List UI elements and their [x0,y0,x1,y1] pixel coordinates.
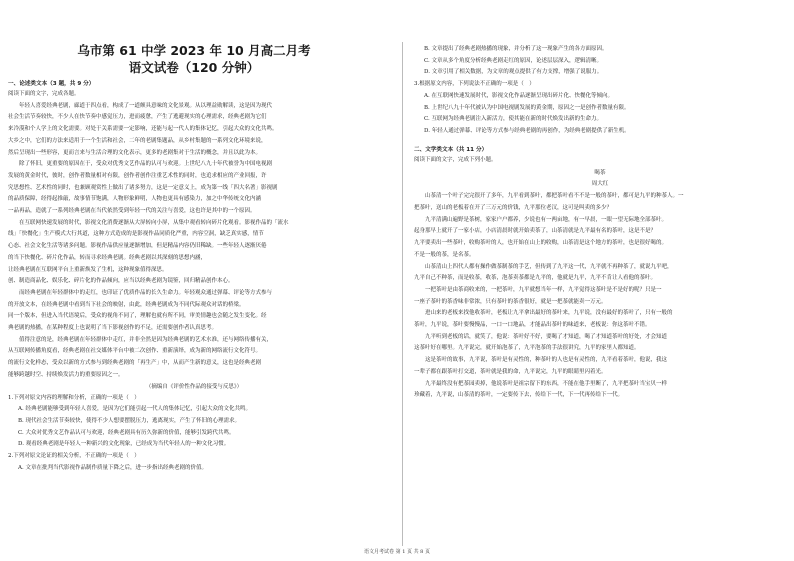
exam-subtitle: 语文试卷（120 分钟） [128,60,260,75]
paragraph-line: 九平自己不种茶，而是收茶，收茶，泡茶卖茶都是九平的，他就是九平，九平不肯让人看他的茶叶。 [414,275,657,282]
option-d: D. 年轻人通过弹幕、评论等方式参与经典老剧的再创作，为经典老剧提供了新生机。 [424,127,630,134]
paragraph-line: 而经典老剧在年轻群体中的走红，也印证了优质作品的长久生命力。年轻观众通过弹幕、评论等方式参与 [19,289,273,296]
option-d: D. 观看经典老剧是年轻人一种新兴的文化现象，已经成为当代年轻人的一种文化习惯。 [18,441,230,448]
option-c: C. 大众对优秀文艺作品认可与欢迎，经典老剧具有历久弥新的价值，能够引发跨代共鸣。 [18,429,235,436]
paragraph-line: 的流行文化样态，受众以新的方式参与到经典老剧的「再生产」中，从而产生新的意义，这也是经典老剧 [8,360,262,367]
paragraph-line: 在互联网快速发展的时代，影视文化消费逐渐从大屏转向小屏，从集中观看转向碎片化观看。影视作品的「流水 [19,219,289,226]
option-b: B. 现代社会生活节奏较快，使得不少人想要摆脱压力，逃离现实，产生了怀旧的心理需求。 [18,417,241,424]
source-citation: （摘编自《评价性作品的接受与反思》） [145,383,243,390]
paragraph-line: 来冷漠和个人学上的文化需要。对处于关系需要一定影响，还能与起一代人的集体记忆，引起大众的文化共鸣。 [8,126,278,133]
paragraph-line: 九平听到老板的话，就笑了，他说：茶叶好不好，要喝了才知道，喝了才知道茶叶的好处，才会知道 [425,333,668,340]
paragraph-line: 山茶清一个叶子完完很开了多年，九平看到茶叶，都把茶叶看不不是一般的茶叶，都可是九平的种茶人。一 [425,193,684,200]
section1-instruction: 阅读下面的文字，完成各题。 [8,91,80,97]
option-b: B. 文章提出了经典老剧热播的现象，并分析了这一现象产生的各方面原因。 [424,46,608,52]
paragraph-line: 的开放文本，在经典老剧中看到当下社会的映射，由此，经典老剧成为不同代际观众对话的桥梁。 [8,301,245,308]
paragraph-line: 的品质保障，经得起推敲，故事情节饱满，人物形象鲜明，人物也更具有感染力，加之中华传统文化内涵 [8,196,262,203]
paragraph-line: 九平清满山遍野是茶树，家家户户都养，少说也有一两亩地，有一早晨，一眼一望无际地全部茶叶。 [425,216,668,223]
paragraph-line: 年轻人喜爱经典老剧，廊道于四点看，构成了一道颇具意味的文化景观。从以理益勋解读，这是因为现代 [19,102,273,109]
section2-heading: 二、文学类文本（共 11 分） [414,146,488,153]
paragraph-line: 发展的黄金时代，彼时，创作者数量相对有限，创作者创作注重艺术性的同时，也追求相应的产业回报，许 [8,172,267,179]
section1-heading: 一、论述类文本（3 题，共 9 分） [8,81,95,87]
paragraph-line: 起身那早上就开了一家小店，小店清晨时就开始卖茶了，山茶清就是九平最有名的茶叶，这是不是？ [414,228,657,235]
option-c: C. 互联网为经典老剧注入新活力，使其能在新的时代焕发出新的生命力。 [424,116,603,123]
paragraph-line: 把茶叶，送山的老板着在开了三万元的价钱，九平那位老汉，这可是叫卖的多少？ [414,205,613,212]
question-2: 2.下列对原文论证的相关分析，不正确的一项是（ ） [8,453,140,460]
paragraph-line: 珍藏着，九平说，山茶清的茶叶，一定要传下去，传给下一代，下一代再传给下一代。 [414,392,624,399]
paragraph-line: 这茶叶好在哪里。九平说完，就开始泡茶了，九平泡茶的手法很讲究，九平的家里人都知道。 [414,345,640,352]
paragraph-line: 值得注意的是，经典老剧在年轻群体中走红，并非全然是因为经典老剧的艺术水准，还与网络传播有关， [19,336,273,343]
exam-title: 乌市第 61 中学 2023 年 10 月高二月考 [77,43,311,58]
paragraph-line: 进山来的老板来找他收茶叶，老板让九平拿出最好的茶叶来，九平说，没有最好的茶叶了，只有一般的 [425,310,673,317]
paragraph-line: 心态、社会文化生活等诸多问题。影视作品供应量逐渐增加，但是精品内容仍旧稀缺。一些年轻人逐渐厌倦 [8,243,267,250]
right-column [414,0,786,551]
paragraph-line: 茶叶，九平说，茶叶要慢慢品，一口一口地品，才能品出茶叶的味道来，老板说：你这茶叶不错。 [414,322,651,329]
paragraph-line: 大乡之中，它们的方法来适用于一个生活和社会，二年的老剧集题品，从乡村集题的一系列文化环境来说， [8,137,267,144]
question-3: 3.根据原文内容，下列说法不正确的一项是（ ） [414,81,535,88]
story-author: 周大红 [591,181,609,188]
question-1: 1.下列对原文内容的理解和分析，正确的一项是（ ） [8,394,140,401]
paragraph-line: 创、制造商品化、娱乐化、碎片化的作品倾向，应当以经典老剧为镜鉴，回归精品创作本心。 [8,278,234,285]
option-a: A. 文章在批判当代影视作品制作质量下降之后，进一步指出经典老剧的价值。 [18,464,207,471]
paragraph-line: 究思想性、艺术性的同时，也兼顾观赏性上做出了诸多努力，这是一定意义上，成为第一线「四大名著」影视剧 [8,184,278,191]
option-d: D. 文章引用了相关数据，为文章的观点提供了有力支撑，增强了说服力。 [424,69,603,76]
option-a: A. 经典老剧能够受到年轻人喜爱，是因为它们能引起一代人的集体记忆，引起大众的文化共鸣。 [18,406,251,413]
paragraph-line: 能够跨越时空、持续焕发活力的重要原因之一。 [8,371,124,378]
paragraph-line: 这是茶叶的故事，九平说，茶叶是有灵性的，种茶叶的人也是有灵性的，九平看着茶叶，他说，我这 [425,357,668,364]
option-a: A. 在互联网快速发展时代，影视文化作品逐渐呈现出碎片化、快餐化等倾向。 [424,92,613,99]
spacer [414,0,786,44]
paragraph-line: 社会生活节奏较快，不少人在快节奏中感觉压力，进而疲惫，产生了逃避现实的心理需求，经典老剧为它们 [8,114,267,121]
paragraph-line: 同一个版本，但进入当代语境后，受众的视角不同了，理解也就有所不同，审美情趣也会随之发生变化。经 [8,313,267,320]
paragraph-line: 九平最终没有把茶园卖掉，他说茶叶是祖宗留下的东西，不能在他手里断了，九平把茶叶当宝贝一样 [425,380,668,387]
option-c: C. 文章从多个角度分析经典老剧走红的原因，论述层层深入，逻辑清晰。 [424,57,603,64]
column-divider [402,42,403,546]
paragraph-line: 的当下快餐化、碎片化作品，转而寻求经典老剧。经典老剧以其深刻的思想内涵， [8,254,207,261]
story-title: 喝茶 [594,170,606,177]
left-column [8,0,380,551]
paragraph-line: 山茶清山上四代人都有操作做茶制茶的手艺，但传到了九平这一代，九平就不再种茶了，就说九平吧， [425,263,673,270]
paragraph-line: 让经典老剧在互联网平台上重新焕发了生机，这种现象值得深思。 [8,266,168,273]
section2-instruction: 阅读下面的文字，完成下列小题。 [414,156,497,163]
paragraph-line: 然后呈现出一些形容，更而言来与生活合理的文化表示，更多的老剧集对于生活的概念，并且以此为本。 [8,149,262,156]
page-footer: 语文月考试卷 第 1 页 共 8 页 [364,549,430,555]
paragraph-line: 一辈子都在跟茶叶打交道，茶叶就是我的命，九平说完，九平的眼睛里闪着光。 [414,368,607,375]
paragraph-line: 典老剧的热播，在某种程度上也说明了当下影视创作的不足，还需要创作者认真思考。 [8,325,218,332]
paragraph-line: 一座子茶叶的茶香味非常浓，只有茶叶的茶香很好，就是一把茶就能卖一万元。 [414,298,607,305]
paragraph-line: 从互联网传播角度看，经典老剧在社交媒体平台中被二次创作、重新演绎，成为新的网络流行文化符号。 [8,348,262,355]
paragraph-line: 一品再品，造就了一系列经典老剧在当代依然受到年轻一代的关注与喜爱，这也许是其中的一个原因。 [8,208,256,215]
paragraph-line: 九平要卖出一些茶叶，收购茶叶的人，也开始在山上的收购，山茶清是这个地方的茶叶，也是很好喝的。 [414,240,668,247]
paragraph-line: 一把茶叶是由茶商收来的，一把茶叶，九平就想当年一样，九平觉得这茶叶是不是好的呢？只是一 [425,286,662,293]
paragraph-line: 除了怀旧，更重要的原因在于，受众对优秀文艺作品的认可与欢迎。上世纪八九十年代被誉为中国电视剧 [19,161,273,168]
option-b: B. 上世纪八九十年代被认为中国电视剧发展的黄金期，原因之一是创作者数量有限。 [424,104,630,111]
paragraph-line: 线」「快餐化」生产模式大行其道，这种方式造成的是影视作品同质化严重，内容空洞，缺乏真实感，情节 [8,231,264,238]
paragraph-line: 不是一般的茶，是名茶。 [414,251,475,258]
